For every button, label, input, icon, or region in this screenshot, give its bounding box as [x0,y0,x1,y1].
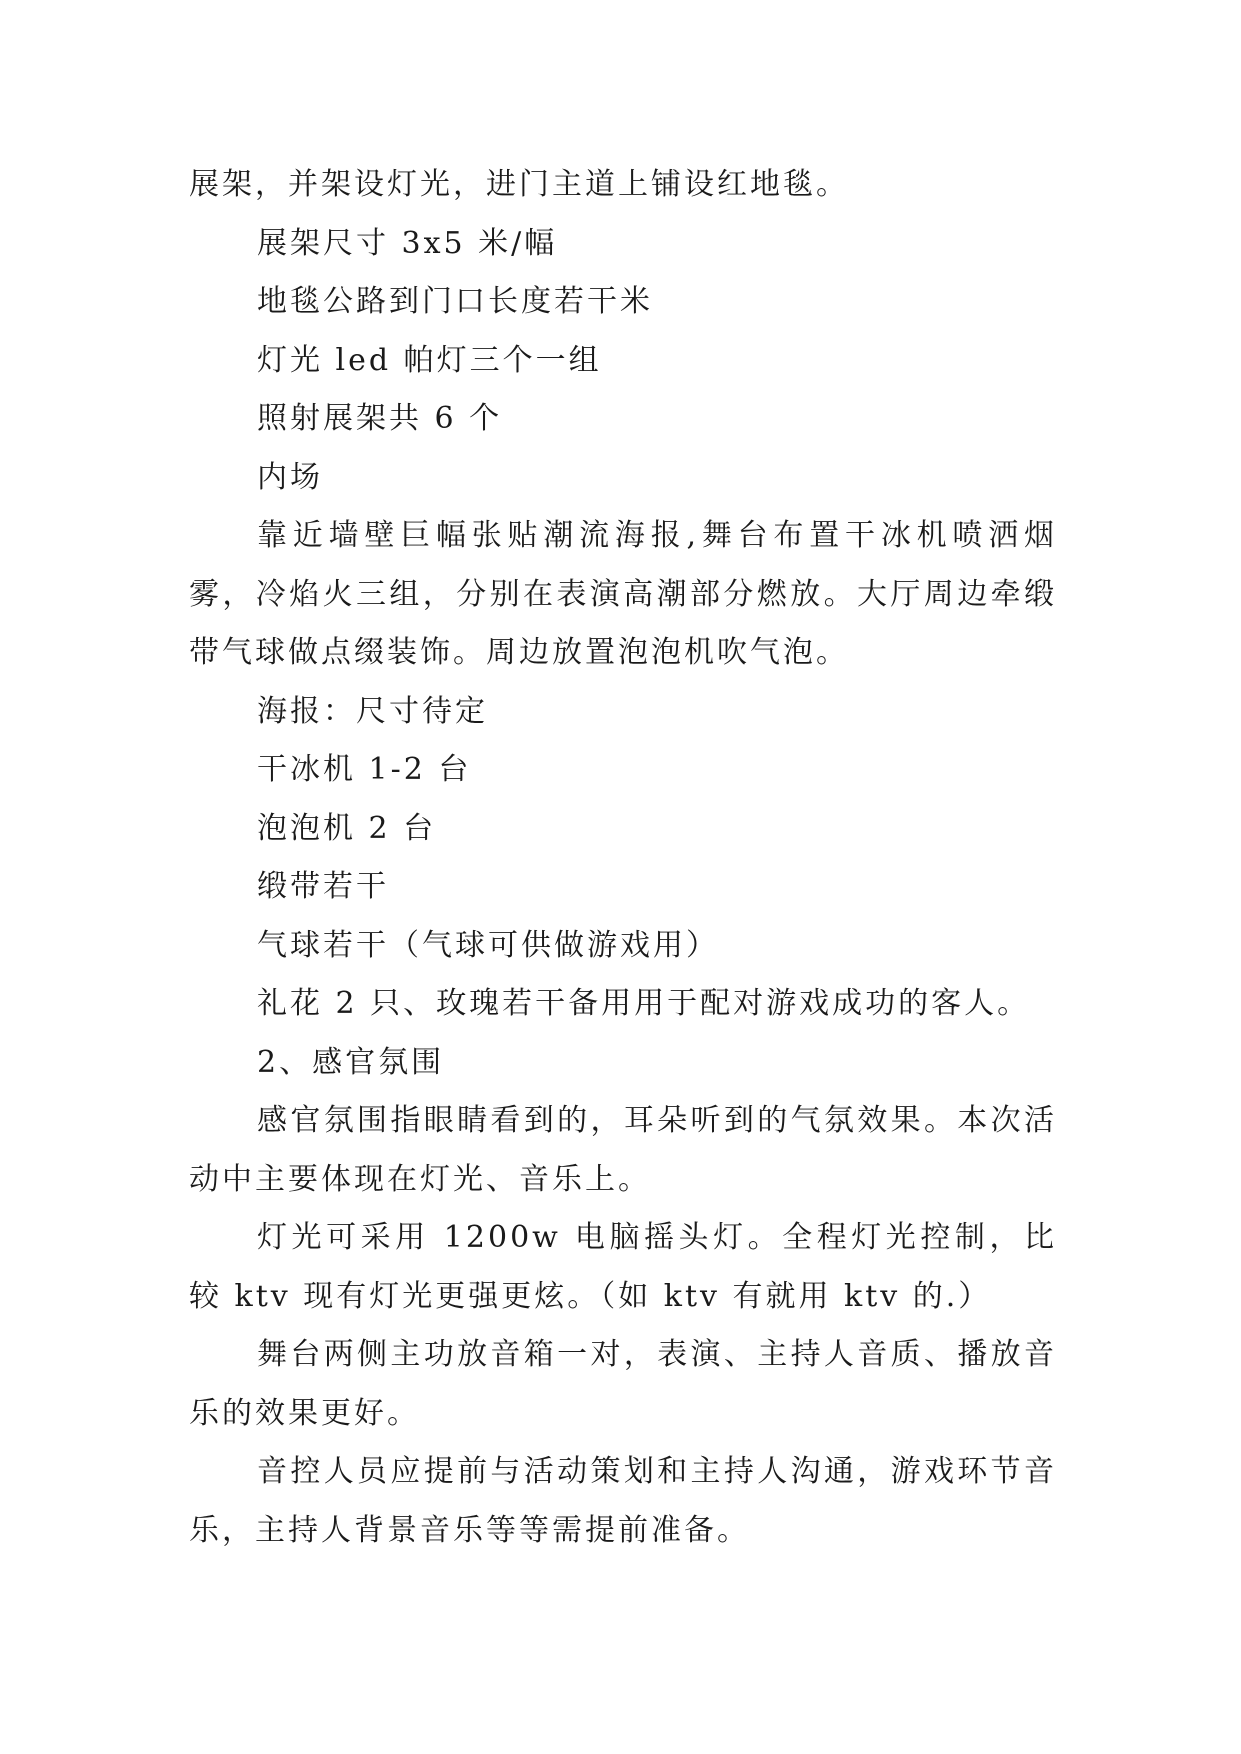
paragraph-9: 泡泡机 2 台 [257,810,437,846]
paragraph-10: 缎带若干 [257,869,389,904]
paragraph-6: 靠近墙壁巨幅张贴潮流海报,舞台布置干冰机喷洒烟雾，冷焰火三组，分别在表演高潮部分燃放。大厅周边牵缎带气球做点缀装饰。周边放置泡泡机吹气泡。 [189,518,1057,670]
document-body [189,156,1057,1560]
paragraph-5: 内场 [257,459,323,495]
paragraph-13: 2、感官氛围 [257,1044,445,1080]
paragraph-3: 灯光 led 帕灯三个一组 [257,342,602,378]
paragraph-8: 干冰机 1-2 台 [257,752,472,787]
paragraph-14: 感官氛围指眼睛看到的，耳朵听到的气氛效果。本次活动中主要体现在灯光、音乐上。 [189,1103,1057,1197]
paragraph-7: 海报：尺寸待定 [257,693,488,729]
paragraph-0: 展架，并架设灯光，进门主道上铺设红地毯。 [189,167,849,202]
paragraph-12: 礼花 2 只、玫瑰若干备用用于配对游戏成功的客人。 [257,986,1031,1021]
paragraph-2: 地毯公路到门口长度若干米 [257,284,653,319]
paragraph-17: 音控人员应提前与活动策划和主持人沟通，游戏环节音乐，主持人背景音乐等等需提前准备。 [189,1454,1057,1548]
paragraph-1: 展架尺寸 3x5 米/幅 [257,225,558,261]
paragraph-11: 气球若干（气球可供做游戏用） [257,927,719,963]
paragraph-16: 舞台两侧主功放音箱一对，表演、主持人音质、播放音乐的效果更好。 [189,1337,1057,1431]
paragraph-4: 照射展架共 6 个 [257,401,503,436]
paragraph-15: 灯光可采用 1200w 电脑摇头灯。全程灯光控制，比较 ktv 现有灯光更强更炫。（如 ktv 有就用 ktv 的.） [189,1220,1057,1314]
